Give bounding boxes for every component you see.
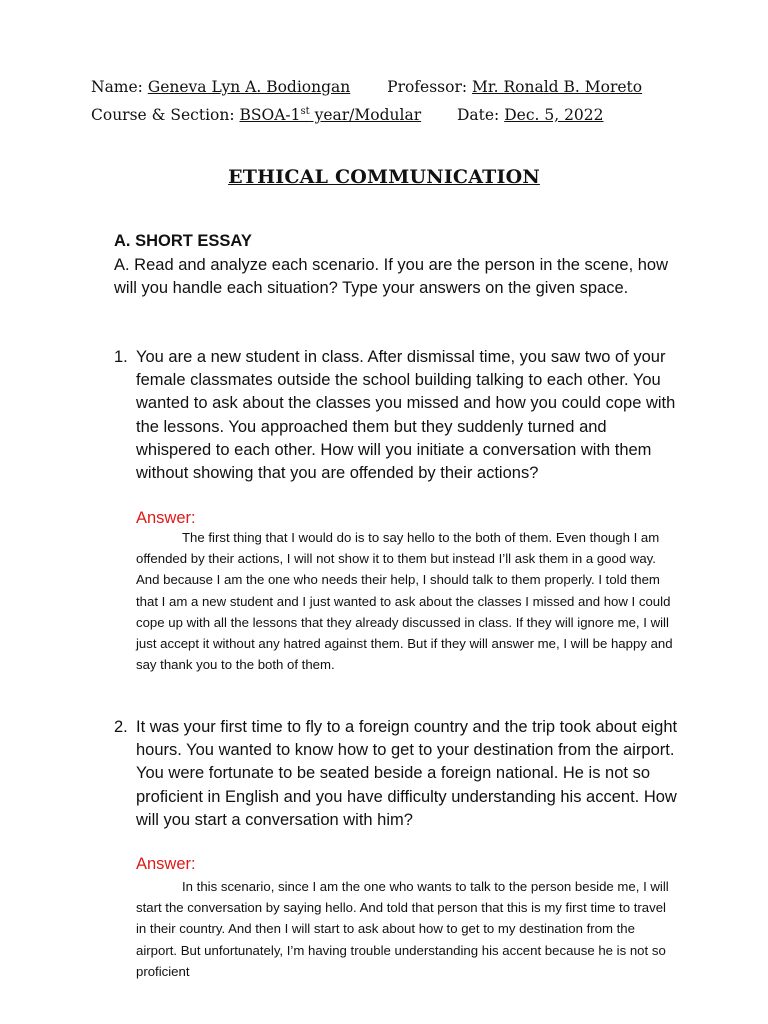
date-label: Date:: [456, 106, 505, 125]
course-value: [239, 106, 421, 124]
question-1: [114, 346, 684, 485]
course-value-sup: st: [300, 106, 310, 117]
name-label: Name:: [91, 78, 148, 96]
header-row-2: [91, 106, 604, 124]
question-2: [114, 716, 684, 832]
question-text: You are a new student in class. After dismissal time, you saw two of your female classmates outside the school building talking to each other. You wanted to ask about the classes you missed and how you could cope with the lessons. You approached them but they suddenly turned and whispered to each other. How will you initiate a conversation with them without showing that you are offended by their actions?: [136, 348, 676, 483]
course-value-prefix: BSOA-1: [239, 106, 301, 125]
instructions-text: A. Read and analyze each scenario. If you are the person in the scene, how will you handle each situation? Type your answers on the given space.: [114, 256, 669, 298]
header-row-1: [91, 78, 642, 96]
course-label: Course & Section:: [91, 106, 240, 125]
professor-value: Mr. Ronald B. Moreto: [472, 78, 643, 96]
question-text: It was your first time to fly to a foreign country and the trip took about eight hours. You wanted to know how to get to your destination from the airport. You were fortunate to be seated beside a foreign national. He is not so proficient in English and you have difficulty understanding his accent. How will you start a conversation with him?: [136, 718, 678, 829]
date-value: Dec. 5, 2022: [504, 106, 604, 125]
question-number: 1.: [114, 348, 128, 366]
answer-text: The first thing that I would do is to say hello to the both of them. Even though I am offended by their actions, I will not show it to them but instead I’ll ask them in a good way. And because I am the one who needs their help, I should talk to them properly. I told them that I am a new student and I just wanted to ask about the classes I missed and how I could cope up with all the lessons that they already discussed in class. If they will ignore me, I will just accept it without any hatred against them. But if they will answer me, I will be happy and say thank you to the both of them.: [136, 530, 673, 673]
answer-label: Answer:: [136, 855, 196, 873]
section-heading: A. SHORT ESSAY: [114, 232, 252, 250]
answer-text: In this scenario, since I am the one who wants to talk to the person beside me, I will start the conversation by saying hello. And told that person that this is my first time to travel in their country. And then I will start to ask about how to get to my destination from the airport. But unfortunately, I’m having trouble understanding his accent because he is not so proficient: [136, 879, 669, 979]
course-value-suffix: year/Modular: [309, 106, 422, 125]
name-value: Geneva Lyn A. Bodiongan: [147, 78, 351, 96]
question-number: 2.: [114, 718, 128, 736]
document-title: ETHICAL COMMUNICATION: [228, 166, 540, 188]
professor-label: Professor:: [387, 78, 473, 96]
answer-label: Answer:: [136, 509, 196, 527]
